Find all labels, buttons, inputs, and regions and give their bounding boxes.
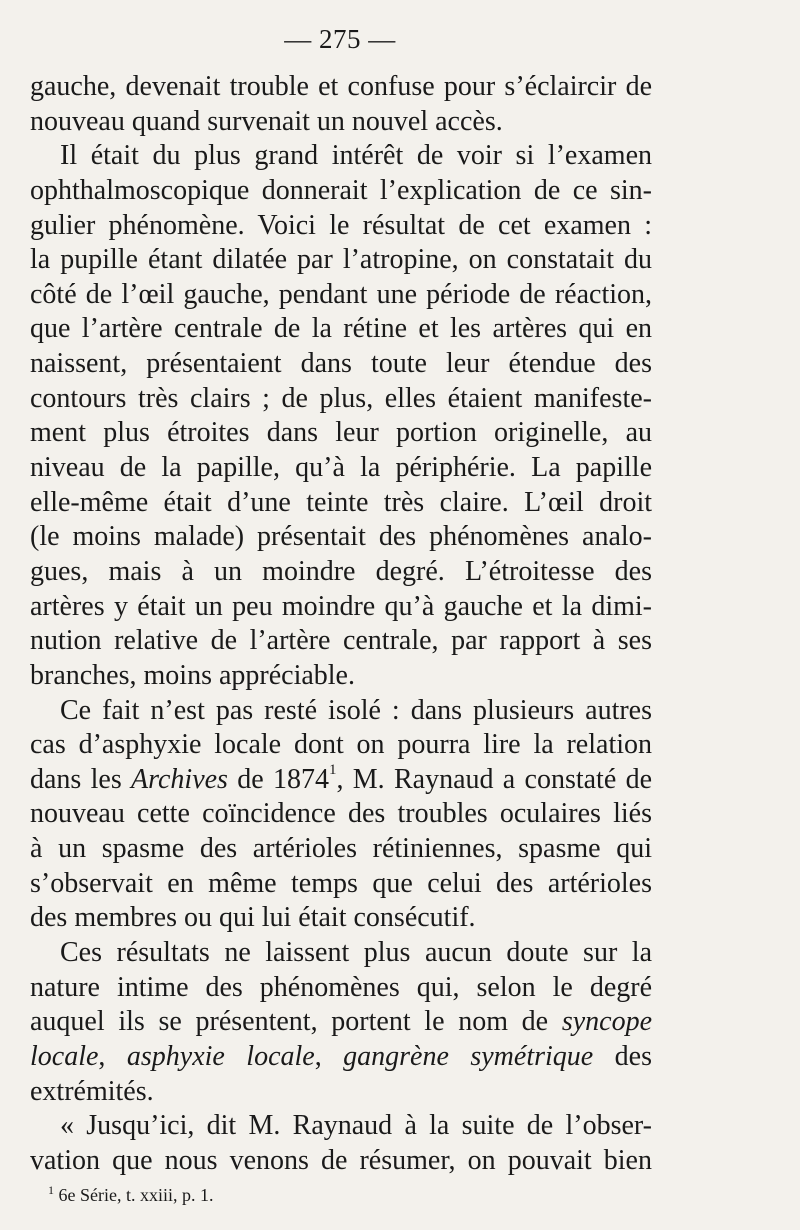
text-line: (le moins malade) présentait des phénomènes analo- (30, 521, 652, 553)
body-text (30, 70, 652, 1179)
footnote-marker: 1 (48, 1183, 54, 1197)
text-run: syncope (561, 1006, 652, 1038)
text-line: s’observait en même temps que celui des artérioles (30, 867, 652, 899)
text-line: « Jusqu’ici, dit M. Raynaud à la suite de l’obser- (60, 1110, 652, 1142)
text-line: nature intime des phénomènes qui, selon le degré (30, 971, 652, 1003)
text-line (30, 763, 652, 798)
text-line: branches, moins appréciable. (30, 659, 355, 691)
text-line: nouveau cette coïncidence des troubles oculaires liés (30, 798, 652, 830)
text-run: dans les (30, 763, 132, 795)
text-line: elle-même était d’une teinte très claire. L’œil droit (30, 486, 652, 518)
footnote-text: 6e Série, t. xxiii, p. 1. (54, 1185, 214, 1205)
text-line: naissent, présentaient dans toute leur étendue des (30, 348, 652, 380)
text-line: cas d’asphyxie locale dont on pourra lire la relation (30, 729, 652, 761)
text-run: , (314, 1040, 344, 1072)
footnote (48, 1183, 213, 1206)
text-line: niveau de la papille, qu’à la périphérie. La papille (30, 452, 652, 484)
text-line: artères y était un peu moindre qu’à gauche et la dimi- (30, 590, 652, 622)
text-line: Ce fait n’est pas resté isolé : dans plusieurs autres (60, 694, 652, 726)
text-line: ment plus étroites dans leur portion originelle, au (30, 417, 652, 449)
text-line: nouveau quand survenait un nouvel accès. (30, 105, 503, 137)
text-line: côté de l’œil gauche, pendant une période de réaction, (30, 278, 652, 310)
text-run: de 1874 (227, 763, 329, 795)
text-line: nution relative de l’artère centrale, par rapport à ses (30, 625, 652, 657)
text-line: contours très clairs ; de plus, elles étaient manifeste- (30, 382, 652, 414)
text-line: des membres ou qui lui était consécutif. (30, 902, 476, 934)
footnote-reference: 1 (328, 761, 337, 778)
text-line: gauche, devenait trouble et confuse pour s’éclaircir de (30, 71, 652, 102)
text-line: ophthalmoscopique donnerait l’explication de ce sin- (30, 174, 652, 206)
text-run: auquel ils se présentent, portent le nom de (30, 1006, 562, 1038)
text-line (30, 1040, 652, 1075)
text-line: extrémités. (30, 1075, 154, 1107)
text-line: que l’artère centrale de la rétine et les artères qui en (30, 313, 652, 345)
text-line: vation que nous venons de résumer, on pouvait bien (30, 1144, 652, 1176)
text-run: , (98, 1040, 127, 1072)
text-line: gues, mais à un moindre degré. L’étroitesse des (30, 555, 652, 587)
text-run: locale (30, 1040, 99, 1072)
text-run: , M. Raynaud a constaté de (336, 763, 652, 795)
page-number: — 275 — (284, 24, 396, 54)
text-line: la pupille étant dilatée par l’atropine, on constatait du (30, 244, 652, 276)
text-run: asphyxie locale (126, 1040, 315, 1072)
text-run: des (593, 1040, 652, 1072)
text-line: Il était du plus grand intérêt de voir si l’examen (60, 140, 652, 172)
text-line: à un spasme des artérioles rétiniennes, spasme qui (30, 833, 652, 865)
text-run: Archives (131, 763, 228, 795)
text-run: gangrène symétrique (343, 1040, 594, 1072)
text-line: Ces résultats ne laissent plus aucun doute sur la (60, 937, 652, 969)
text-line: gulier phénomène. Voici le résultat de cet examen : (30, 209, 652, 241)
text-line (30, 1005, 652, 1040)
